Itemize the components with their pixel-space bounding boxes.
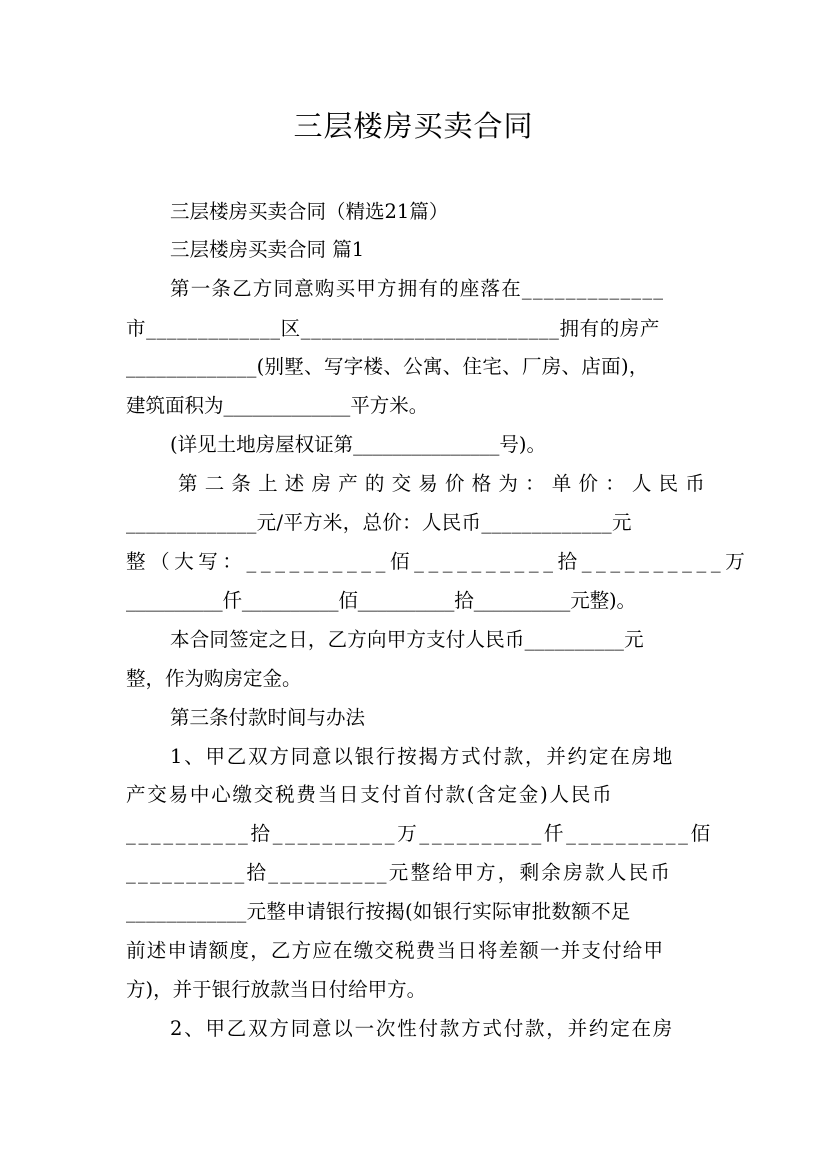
- paragraph-line: 第二条上述房产的交易价格为：单价：人民币: [178, 472, 713, 495]
- paragraph-line: 2、甲乙双方同意以一次性付款方式付款，并约定在房: [170, 1017, 675, 1040]
- subtitle-line: 三层楼房买卖合同（精选21篇）: [170, 200, 449, 223]
- paragraph-line: __________拾__________万__________仟__________佰: [126, 822, 713, 845]
- paragraph-line: 市_____________区_________________________拥有的房产: [126, 317, 660, 340]
- paragraph-line: 1、甲乙双方同意以银行按揭方式付款，并约定在房地: [170, 745, 675, 768]
- document-title: 三层楼房买卖合同: [293, 109, 534, 143]
- paragraph-line: _____________元/平方米，总价：人民币_____________元: [126, 511, 632, 534]
- paragraph-line: __________拾__________元整给甲方，剩余房款人民币: [126, 861, 673, 884]
- paragraph-line: 第一条乙方同意购买甲方拥有的座落在_____________: [170, 277, 665, 300]
- paragraph-line: 整，作为购房定金。: [126, 667, 302, 690]
- paragraph-line: ____________元整申请银行按揭(如银行实际审批数额不足: [126, 900, 631, 923]
- paragraph-line: 建筑面积为_____________平方米。: [126, 394, 429, 417]
- paragraph-line: _____________(别墅、写字楼、公寓、住宅、厂房、店面)，: [126, 355, 649, 378]
- paragraph-line: 方)，并于银行放款当日付给甲方。: [126, 978, 427, 1001]
- paragraph-line: __________仟__________佰__________拾__________元整)。: [126, 589, 636, 612]
- paragraph-line: 产交易中心缴交税费当日支付首付款(含定金)人民币: [126, 783, 614, 806]
- section-heading: 第三条付款时间与办法: [170, 706, 366, 729]
- paragraph-line: 本合同签定之日，乙方向甲方支付人民币__________元: [170, 628, 644, 651]
- section-heading: 三层楼房买卖合同 篇1: [170, 238, 365, 261]
- paragraph-line: (详见土地房屋权证第_______________号)。: [170, 433, 546, 456]
- paragraph-line: 整（大写：__________佰__________拾__________万: [126, 550, 750, 573]
- paragraph-line: 前述申请额度，乙方应在缴交税费当日将差额一并支付给甲: [126, 939, 665, 962]
